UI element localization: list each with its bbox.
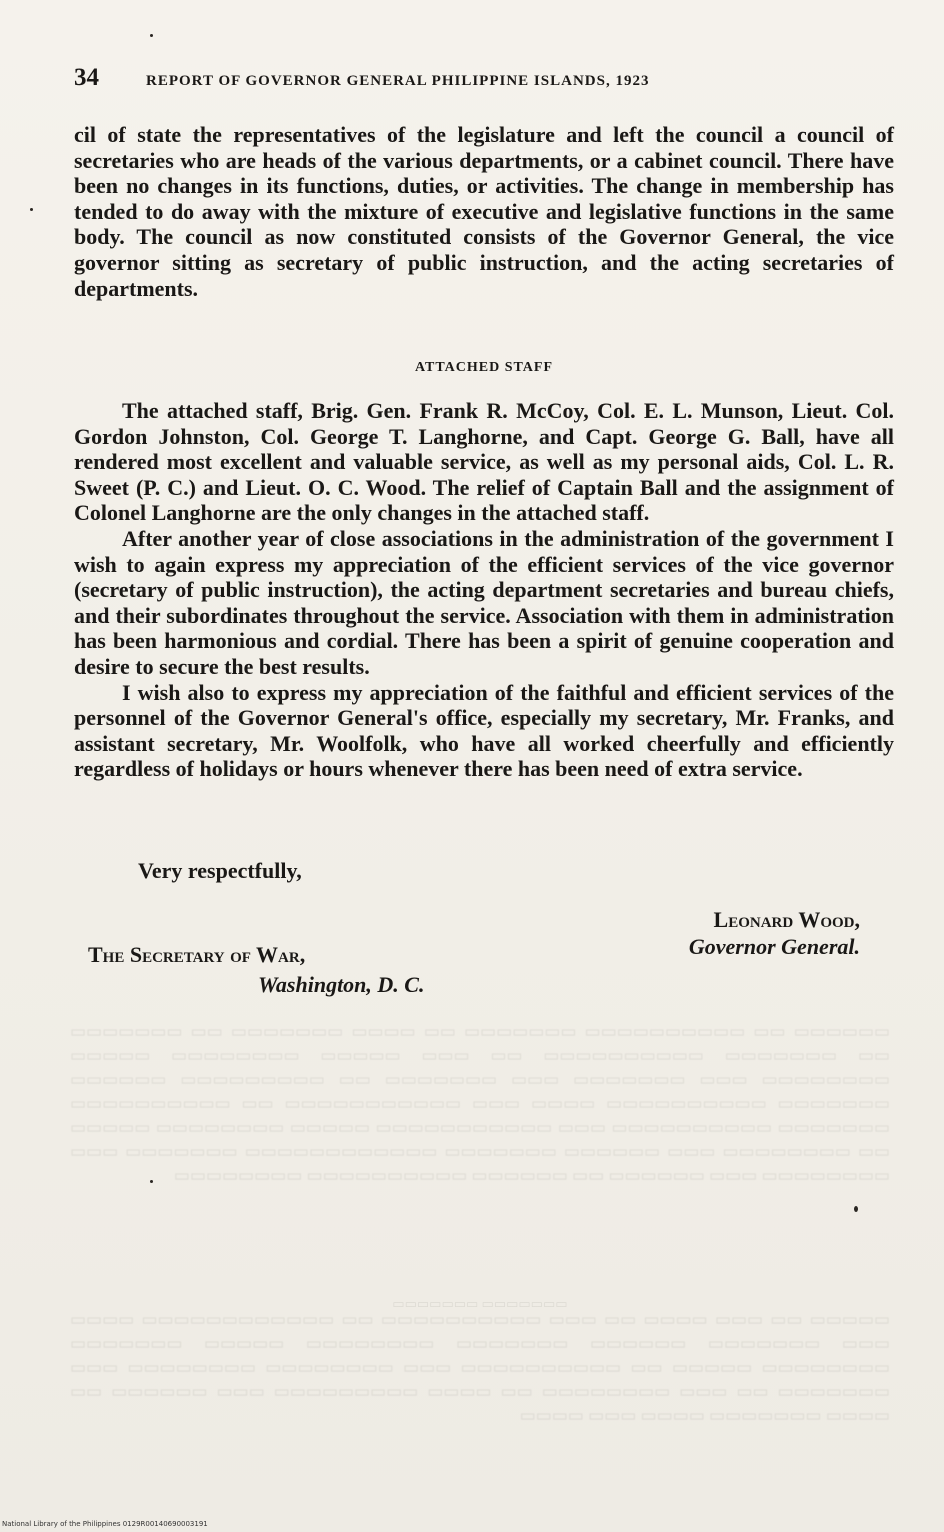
show-through-text: ▭▭▭▭▭ ▭▭ ▭▭▭ ▭▭▭▭ ▭▭ ▭▭▭ ▭▭▭▭▭▭▭▭▭▭ ▭▭ ▭▭▭▭▭▭▭▭▭▭▭▭ ▭▭▭▭ ▭▭▭ ▭▭▭▭▭▭▭ ▭▭▭▭▭▭ ▭▭▭▭▭▭▭ ▭▭▭▭▭▭▭▭ ▭▭▭▭▭ ▭▭▭▭▭▭▭ ▭▭▭▭▭▭▭▭ ▭▭▭▭▭ ▭▭ ▭▭▭▭▭▭▭▭▭▭ ▭▭▭ ▭▭▭▭▭▭▭▭ ▭▭▭▭▭▭▭▭ ▭▭▭ ▭▭▭▭▭▭▭ ▭▭ ▭▭▭ ▭▭▭▭▭▭▭▭ ▭▭ ▭▭▭▭ ▭▭▭▭▭▭▭▭▭ ▭▭▭ ▭▭▭▭▭▭ ▭▭ ▭▭▭▭ ▭▭▭▭▭▭▭ ▭▭▭▭ ▭▭▭ ▭▭▭▭ bbox=[70, 1310, 890, 1425]
running-head-title: REPORT OF GOVERNOR GENERAL PHILIPPINE ISLANDS, 1923 bbox=[146, 73, 650, 89]
opening-paragraph bbox=[74, 122, 894, 301]
running-head bbox=[74, 64, 874, 98]
paragraph-text: cil of state the representatives of the legislature and left the council a council of secretaries who are heads of the various departments, or a cabinet council. There have been no changes in its functions, duties, or activities. The change in membership has tended to do away with the mixture of executive and legislative functions in the same body. The council as now constituted consists of the Governor General, the vice governor sitting as secretary of public instruction, and the acting secretaries of departments. bbox=[74, 122, 894, 301]
print-speck bbox=[150, 34, 153, 37]
signer-name: Leonard Wood, bbox=[713, 907, 860, 932]
addressee-location: Washington, D. C. bbox=[258, 972, 425, 997]
signature-block bbox=[560, 906, 860, 960]
addressee-block bbox=[88, 940, 424, 1000]
addressee-line: The Secretary of War, bbox=[88, 942, 306, 967]
page-number: 34 bbox=[74, 64, 99, 91]
section-heading: ATTACHED STAFF bbox=[414, 360, 554, 375]
closing-salutation: Very respectfully, bbox=[138, 858, 302, 883]
show-through-text: ▭▭▭▭▭▭ ▭▭ ▭▭▭▭▭▭▭▭▭▭ ▭▭▭▭▭▭▭ ▭▭ ▭▭▭▭ ▭▭▭▭▭▭▭ ▭▭ ▭▭▭▭▭▭▭ ▭▭ ▭▭▭▭▭▭▭ ▭▭▭▭▭▭▭▭▭▭ ▭▭ ▭▭▭ ▭▭▭▭▭ ▭▭▭▭▭▭▭▭ ▭▭▭▭▭ ▭▭▭▭▭▭▭▭ ▭▭▭ ▭▭▭▭▭▭▭ ▭▭▭ ▭▭▭▭▭▭▭ ▭▭ ▭▭▭▭▭▭▭▭▭ ▭▭▭▭▭▭ ▭▭▭▭▭▭▭ ▭▭▭▭▭▭▭▭▭▭ ▭▭▭▭ ▭▭▭ ▭▭▭▭▭▭▭▭▭▭▭ ▭▭ ▭▭▭▭▭▭▭▭▭▭ ▭▭▭▭▭▭▭ ▭▭▭▭▭▭▭▭▭▭ ▭▭▭ ▭▭▭▭▭▭▭▭▭▭▭ ▭▭▭▭▭ ▭▭▭▭▭▭▭▭ ▭▭▭▭▭ ▭▭ ▭▭▭▭▭▭▭▭ ▭▭▭ ▭▭▭▭▭▭ ▭▭▭▭▭▭▭ ▭▭▭▭▭▭▭▭▭▭▭▭ ▭▭▭▭▭▭▭ ▭▭▭ ▭▭▭▭▭▭▭▭ ▭▭▭ ▭▭▭▭▭▭ ▭▭ ▭▭▭▭▭▭ ▭▭▭▭▭▭▭▭▭▭ ▭▭▭▭▭▭▭▭ bbox=[70, 1022, 890, 1185]
signer-title: Governor General. bbox=[688, 934, 860, 959]
print-speck bbox=[150, 1180, 153, 1183]
staff-paragraph: The attached staff, Brig. Gen. Frank R. McCoy, Col. E. L. Munson, Lieut. Col. Gordon Johnston, Col. George T. Langhorne, and Capt. George G. Ball, have all rendered most excellent and valuable service, as well as my personal aids, Col. L. R. Sweet (P. C.) and Lieut. O. C. Wood. The relief of Captain Ball and the assignment of Colonel Langhorne are the only changes in the attached staff. bbox=[74, 398, 894, 526]
personnel-paragraph: I wish also to express my appreciation of the faithful and efficient services of the personnel of the Governor General's office, especially my secretary, Mr. Franks, and assistant secretary, Mr. Woolfolk, who have all worked cheerfully and efficiently regardless of holidays or hours whenever there has been need of extra service. bbox=[74, 679, 894, 782]
main-paragraphs bbox=[74, 398, 894, 782]
show-through-heading: ▭▭▭▭▭▭▭ ▭▭▭▭▭▭▭ bbox=[392, 1296, 568, 1311]
print-speck bbox=[30, 208, 33, 211]
appreciation-paragraph: After another year of close associations in the administration of the government I wish to again express my appreciation of the efficient services of the vice governor (secretary of public instruction), the acting department secretaries and bureau chiefs, and their subordinates throughout the service. Association with them in administration has been harmonious and cordial. There has been a spirit of genuine cooperation and desire to secure the best results. bbox=[74, 525, 894, 679]
print-speck bbox=[854, 1206, 858, 1212]
library-stamp: National Library of the Philippines 0129R00140690003191 bbox=[2, 1520, 208, 1528]
